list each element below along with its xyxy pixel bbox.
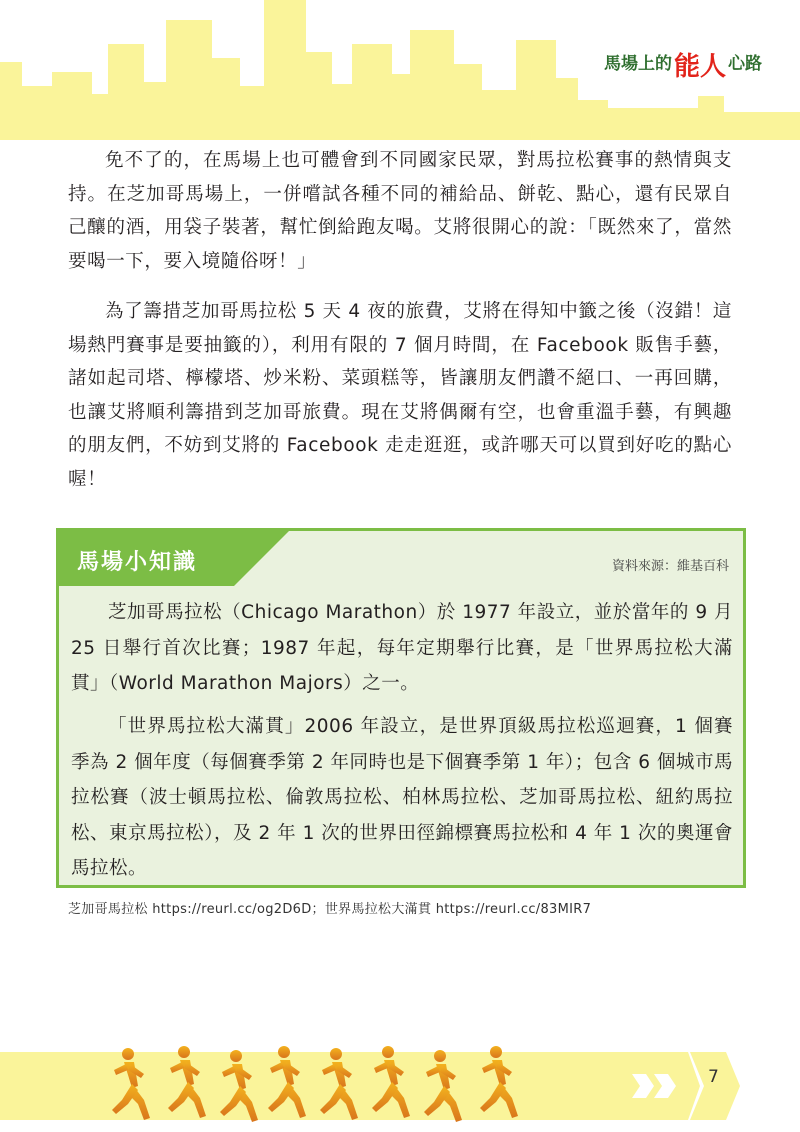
knowledge-source: 資料來源：維基百科 [611, 559, 729, 574]
header-title-suffix: 心路 [728, 54, 762, 74]
body-paragraph-1: 免不了的，在馬場上也可體會到不同國家民眾，對馬拉松賽事的熱情與支持。在芝加哥馬場上，一併嚐試各種不同的補給品、餅乾、點心，還有民眾自己釀的酒，用袋子裝著，幫忙倒給跑友喝。艾將很開心的說：「既然來了，當然要喝一下，要入境隨俗呀！」 [68, 150, 732, 272]
knowledge-paragraph-2: 「世界馬拉松大滿貫」2006 年設立，是世界頂級馬拉松巡迴賽，1 個賽季為 2 個年度（每個賽季第 2 年同時也是下個賽季第 1 年）；包含 6 個城市馬拉松賽（波士頓馬拉松、倫敦馬拉松、柏林馬拉松、芝加哥馬拉松、紐約馬拉松、東京馬拉松），及 2 年 1 次的世界田徑錦標賽馬拉松和 4 年 1 次的奧運會馬拉松。 [71, 716, 733, 879]
knowledge-paragraph-1: 芝加哥馬拉松（Chicago Marathon）於 1977 年設立，並於當年的 9 月 25 日舉行首次比賽；1987 年起，每年定期舉行比賽，是「世界馬拉松大滿貫」（World Marathon Majors）之一。 [71, 602, 733, 694]
header-title-prefix: 馬場上的 [603, 54, 672, 74]
header-title-highlight: 能人 [673, 52, 726, 82]
body-paragraph-2: 為了籌措芝加哥馬拉松 5 天 4 夜的旅費，艾將在得知中籤之後（沒錯！這場熱門賽事是要抽籤的），利用有限的 7 個月時間，在 Facebook 販售手藝，諸如起司塔、檸檬塔、炒米粉、菜頭糕等，皆讓朋友們讚不絕口、一再回購，也讓艾將順利籌措到芝加哥旅費。現在艾將偶爾有空，也會重溫手藝，有興趣的朋友們，不妨到艾將的 Facebook 走走逛逛，或許哪天可以買到好吃的點心喔！ [68, 301, 732, 490]
knowledge-title: 馬場小知識 [77, 550, 198, 575]
footer-runners-band [0, 1030, 800, 1132]
header-title [603, 40, 762, 82]
references: 芝加哥馬拉松 https://reurl.cc/og2D6D；世界馬拉松大滿貫 https://reurl.cc/83MIR7 [68, 902, 592, 917]
page-number: 7 [708, 1067, 719, 1087]
knowledge-box [56, 528, 746, 888]
